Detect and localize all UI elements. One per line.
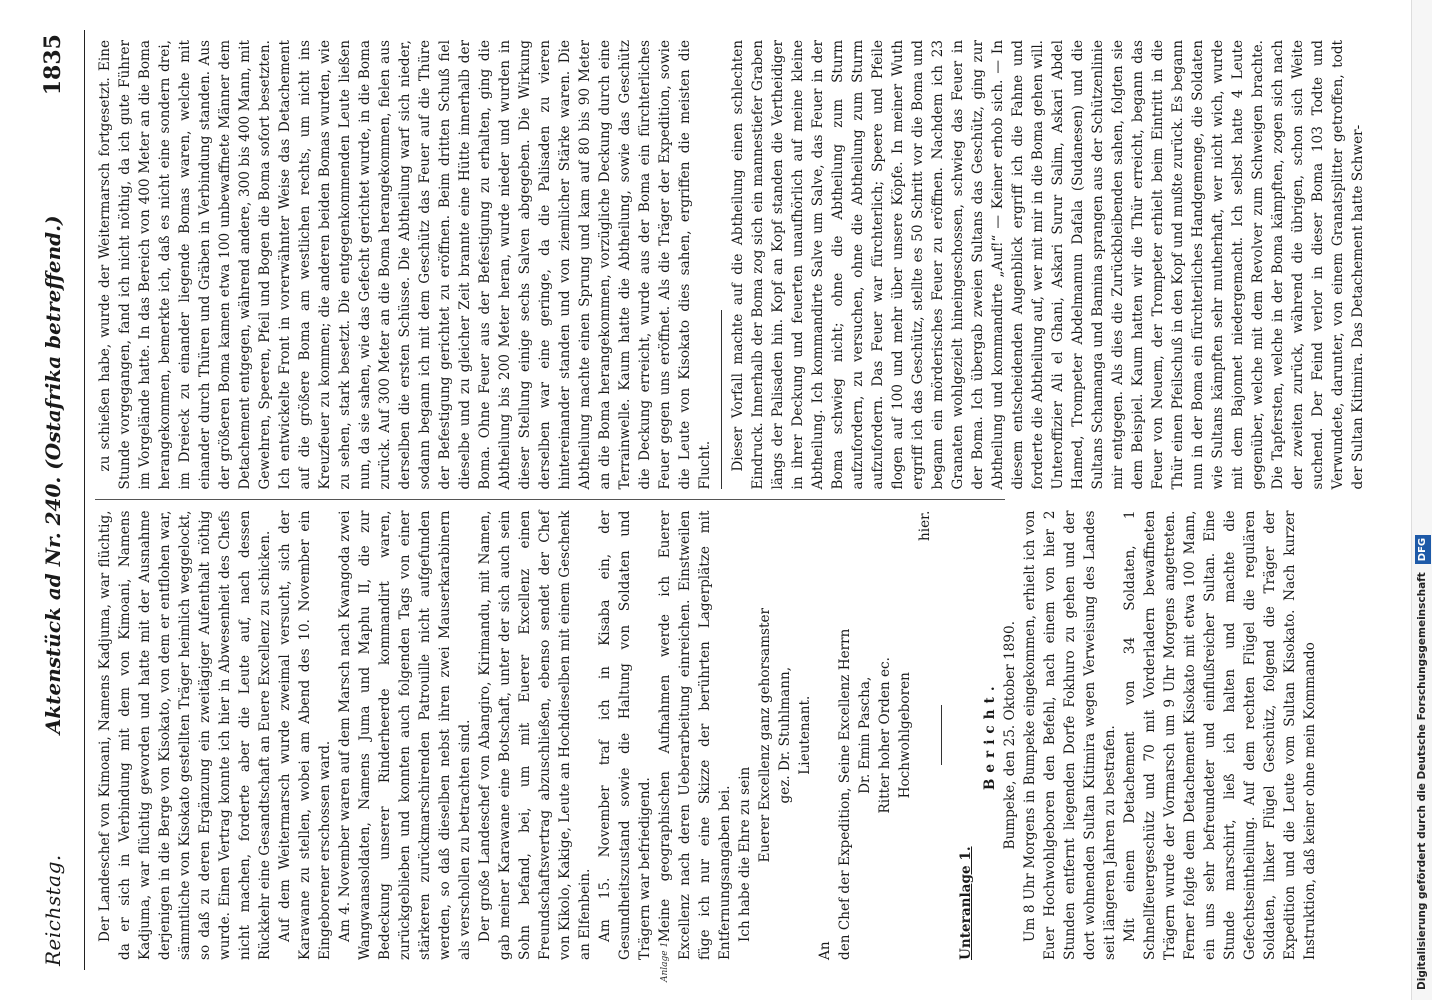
header-left: Reichstag. bbox=[41, 854, 65, 966]
paragraph: Der große Landeschef von Abangiro, Kirimandu, mit Namen, gab meiner Karawane eine Botschaft, unter der sich auch sein Sohn befand, bei, um mit Euerer Excellenz einen Freundschaftsvertrag abzuschließen, ebenso sendet der Chef von Kikolo, Kakige, Leute an Hochdieselben mit einem Geschenk an Elfenbein. bbox=[477, 510, 593, 960]
page-number: 1835 bbox=[40, 34, 66, 96]
addressee-line: Dr. Emin Pascha, bbox=[857, 676, 873, 794]
paragraph: Auf dem Weitermarsch wurde zweimal versucht, sich der Karawane zu stellen, wobei am Abend des 10. November ein Eingeborener erschossen ward. bbox=[277, 510, 333, 960]
addressee-line: Ritter hoher Orden ec. bbox=[877, 657, 893, 814]
closing-line: Euerer Excellenz ganz gehorsamster bbox=[757, 608, 773, 863]
signature-title: Lieutenant. bbox=[797, 695, 813, 775]
addressee-line: Hochwohlgeboren bbox=[897, 672, 913, 799]
column-left bbox=[95, 501, 1318, 971]
paragraph: zu schießen habe, wurde der Weitermarsch fortgesetzt. Eine Stunde vorgegangen, fand ich nicht nöthig, da ich gute Führer im Vorgelände hatte. In das Bereich von 400 Meter an die Boma herangekommen, bemerkte ich, daß es nicht eine sondern drei, im Dreieck zu einander liegende Bomas waren, welche mit einander durch Thüren und Gräben in Verbindung standen. Aus der größeren Boma kamen etwa 100 unbewaffnete Männer dem Detachement entgegen, während andere, 300 bis 400 Mann, mit Gewehren, Speeren, Pfeil und Bogen die Boma sofort besetzten. Ich entwickelte Front in vorerwähnter Weise das Detachement auf die größere Boma am westlichen rechts, um nicht ins Kreuzfeuer zu kommen; die anderen beiden Bomas wurden, wie zu sehen, stark besetzt. Die entgegenkommenden Leute ließen nun, da sie sahen, wie das Gefecht gerichtet wurde, in die Boma zurück. Auf 300 Meter an die Boma herangekommen, fielen aus derselben die ersten Schüsse. Die Abtheilung warf sich nieder, sodann begann ich mit dem Geschütz das Feuer auf die Thüre der Befestigung gerichtet zu eröffnen. Beim dritten Schuß fiel dieselbe und zu gleicher Zeit brannte eine Hütte innerhalb der Boma. Ohne Feuer aus der Befestigung zu erhalten, ging die Abtheilung bis 200 Meter heran, wurde nieder und wurden in dieser Stellung einige sechs Salven abgegeben. Die Wirkung derselben war eine geringe, da die Palisaden zu vieren hintereinander standen und von ziemlicher Stärke waren. Die Abtheilung machte einen Sprung und kam auf 80 bis 90 Meter an die Boma herangekommen, vorzügliche Deckung durch eine Terrainwelle. Kaum hatte die Abtheilung, sowie das Geschütz die Deckung erreicht, wurde aus der Boma ein fürchterliches Feuer gegen uns eröffnet. Als die Träger der Expedition, sowie die Leute von Kisokato dies sahen, ergriffen die meisten die Flucht. bbox=[97, 40, 713, 490]
digitization-strip bbox=[1411, 0, 1432, 1000]
column-right bbox=[95, 30, 1366, 501]
addressee-to: An bbox=[817, 941, 833, 960]
report-place-date: Bumpeke, den 25. Oktober 1890. bbox=[1002, 620, 1018, 850]
paragraph: Ich habe die Ehre zu sein bbox=[737, 766, 753, 942]
report-title: Bericht. bbox=[982, 680, 998, 791]
paragraph: Dieser Vorfall machte auf die Abtheilung einen schlechten Eindruck. Innerhalb der Boma zog sich ein mannestiefer Graben längs der Palisaden hin. Kopf an Kopf standen die Vertheidiger in ihrer Deckung und feuerten unaufhörlich auf meine kleine Abtheilung. Ich kommandirte Salve um Salve, das Feuer in der Boma schwieg nicht; ohne die Abtheilung zum Sturm aufzufordern, zu versuchen, ohne die Abtheilung zum Sturm aufzufordern. Das Feuer war fürchterlich; Speere und Pfeile flogen auf 100 und mehr über unsere Köpfe. In meiner Wuth ergriff ich das Geschütz, stellte es 50 Schritt vor die Boma und begann ein mörderisches Feuer zu eröffnen. Nachdem ich 23 Granaten wohlgezielt hineingeschossen, schwieg das Feuer in der Boma. Ich übergab zweien Sultans das Geschütz, ging zur Abtheilung und kommandirte „Auf!“ — Keiner erhob sich. — In diesem entscheidenden Augenblick ergriff ich die Fahne und forderte die Abtheilung auf, wer mit mir in die Boma gehen will. Unteroffizier Ali el Ghani, Askari Surur Salim, Askari Abdel Hamed, Trompeter Abdelmamun Dafala (Sudanesen) und die Sultans Schamanga und Bamina sprangen aus der Schützenlinie mir entgegen. Als dies die Zurückbleibenden sahen, folgten sie dem Beispiel. Kaum hatten wir die Thür erreicht, begann das Feuer von Neuem, der Trompeter erhielt beim Eintritt in die Thür einen Pfeilschuß in den Kopf und mußte zurück. Es begann nun in der Boma ein fürchterliches Handgemenge, die Soldaten wie Sultans kämpften sehr mutherhaft, wer nicht wich, wurde mit dem Bajonnet niedergemacht. Ich selbst hatte 4 Leute gegenüber, welche mit dem Revolver zum Schweigen brachte. Die Tapfersten, welche in der Boma kämpften, zogen sich nach der zweiten zurück, während die übrigen, schon sich Weite suchend. Der Feind verlor in dieser Boma 103 Todte und Verwundete, darunter, von einem Granatsplitter getroffen, todt der Sultan Kitimira. Das Detachement hatte Schwer- bbox=[730, 40, 1366, 490]
credit-text: Digitalisierung gefördert durch die Deutsche Forschungsgemeinschaft bbox=[1416, 572, 1428, 990]
section-heading: Unteranlage 1. bbox=[958, 846, 974, 960]
separator-rule bbox=[941, 705, 942, 765]
separator-rule bbox=[721, 310, 722, 490]
paragraph: Der Landeschef von Kimoani, Namens Kadjuma, war flüchtig, da er sich in Verbindung mit dem von Kimoani, Namens Kadjuma, war flüchtig geworden und hatte mit der Ausnahme derjenigen in die Berge von Kisokato, von dem er entflohen war, sämmtliche von Kisokato gestellten Träger heimlich weggelockt, so daß zu deren Ergänzung ein zweitägiger Aufenthalt nöthig wurde. Einen Vertrag konnte ich hier in Abwesenheit des Chefs nicht machen, forderte aber die Leute auf, nach dessen Rückkehr eine Gesandtschaft an Euere Excellenz zu schicken. bbox=[97, 510, 273, 960]
paragraph: Meine geographischen Aufnahmen werde ich Euerer Excellenz nach deren Ueberarbeitung einreichen. Einstweilen füge ich nur eine Skizze der berührten Lagerplätze mit Entfernungsangaben bei. bbox=[657, 510, 733, 960]
paragraph: Um 8 Uhr Morgens in Bumpeke eingekommen, erhielt ich von Euer Hochwohlgeboren den Befehl, nach einem von hier 2 Stunden entfernt liegenden Dorfe Fokhuro zu gehen und der dort wohnenden Sultan Kitimira wegen Verweisung des Landes seit längeren Jahren zu bestrafen. bbox=[1022, 510, 1118, 960]
margin-note: Anlage 1. bbox=[660, 938, 670, 982]
paragraph: Am 4. November waren auf dem Marsch nach Kwangoda zwei Wangwanasoldaten, Namens Juma und Maphu II, die zur Bedeckung unserer Rinderheerde kommandirt waren, zurückgeblieben und konnten auch folgenden Tags von einer stärkeren zurückmarschirenden Patrouille nicht aufgefunden werden, so daß dieselben nebst ihren zwei Mauserkarabinern als verschollen zu betrachten sind. bbox=[337, 510, 473, 960]
dfg-logo: DFG bbox=[1415, 535, 1431, 564]
addressee-line: den Chef der Expedition, Seine Excellenz Herrn bbox=[837, 628, 853, 960]
header-title: Aktenstück ad Nr. 240. (Ostafrika betreffend.) bbox=[41, 215, 65, 735]
text-columns bbox=[95, 30, 1366, 970]
paragraph: Am 15. November traf ich in Kisaba ein, der Gesundheitszustand sowie die Haltung von Soldaten und Trägern war befriedigend. bbox=[597, 510, 653, 960]
page-header bbox=[40, 30, 85, 970]
addressee-line: hier. bbox=[917, 510, 933, 541]
digitization-credit bbox=[1414, 10, 1431, 990]
signature-block bbox=[755, 511, 935, 961]
signature: gez. Dr. Stuhlmann, bbox=[777, 666, 793, 804]
paragraph: Mit einem Detachement von 34 Soldaten, 1 Schnellfeuergeschütz und 70 mit Vorderladern bewaffneten Trägern wurde der Vormarsch um 9 Uhr Morgens angetreten. Ferner folgte dem Detachement Kisokato mit etwa 100 Mann, ein uns sehr befreundeter und einflußreicher Sultan. Eine Stunde marschirt, ließ ich halten und machte die Gefechtseintheilung. Auf dem rechten Flügel die regulären Soldaten, linker Flügel Geschütz, folgend die Träger der Expedition und die Leute vom Sultan Kisokato. Nach kurzer Instruktion, daß keiner ohne mein Kommando bbox=[1122, 510, 1318, 960]
